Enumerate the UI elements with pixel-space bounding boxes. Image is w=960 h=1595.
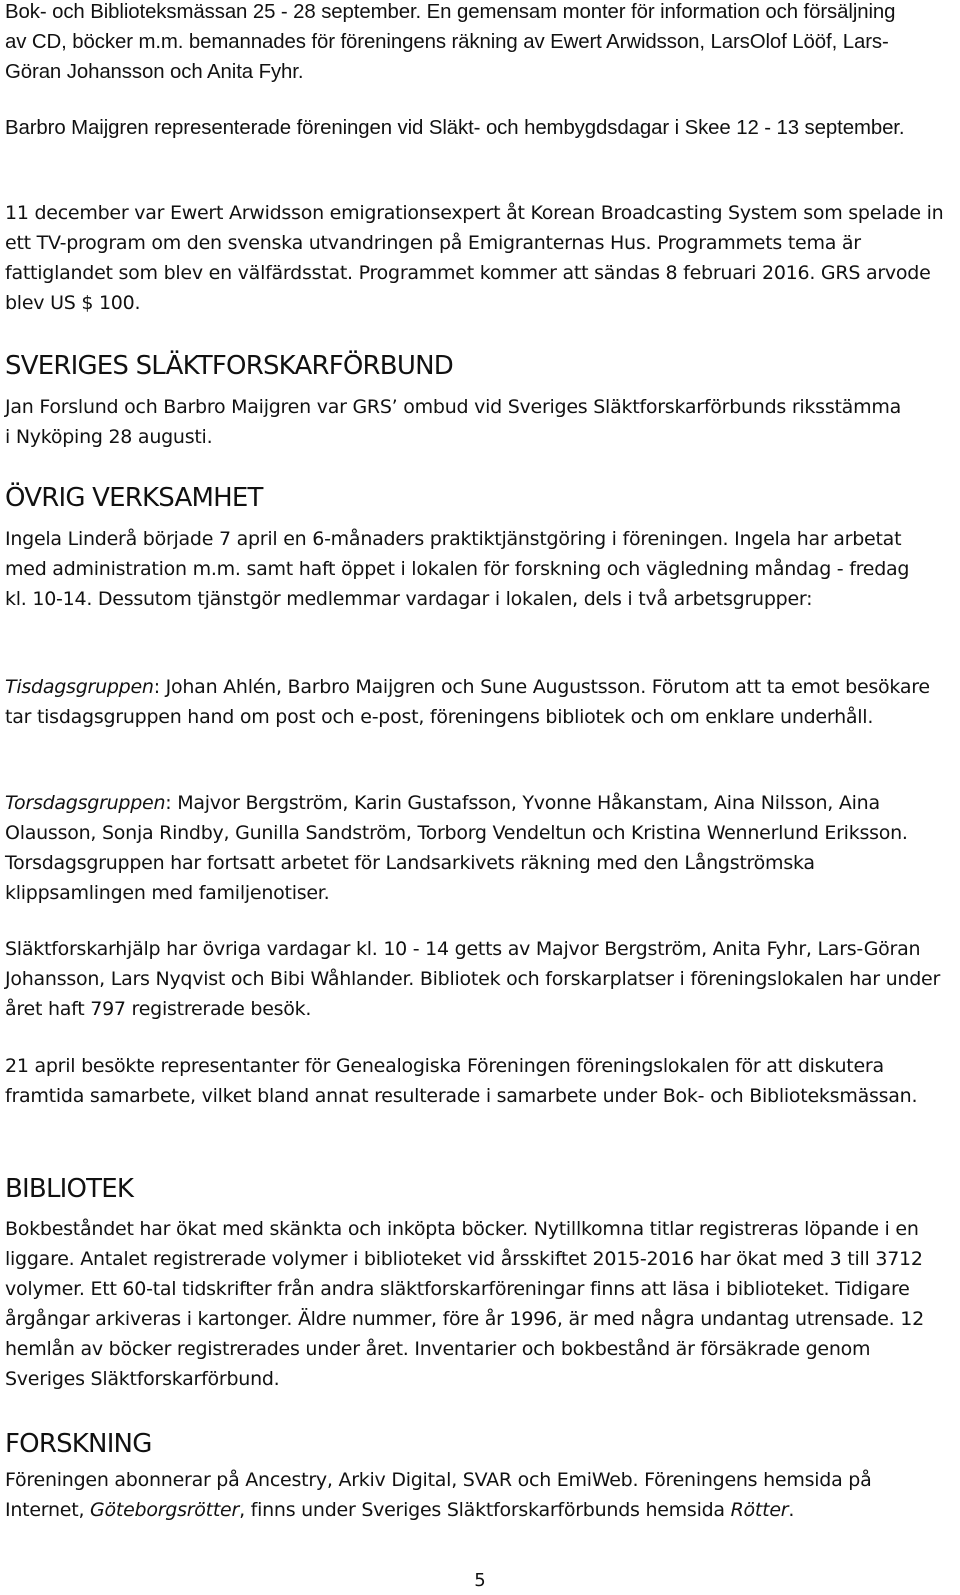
paragraph-praktik: Ingela Linderå började 7 april en 6-månaders praktiktjänstgöring i föreningen. Ingela har arbetat med administration m.m. samt haft öppet i lokalen för forskning och vägledning måndag - fredag kl. 10-14. Dessutom tjänstgör medlemmar vardagar i lokalen, dels i två arbetsgrupper: xyxy=(5,528,910,610)
paragraph-tisdagsgruppen xyxy=(5,672,950,732)
paragraph-korean-broadcasting: 11 december var Ewert Arwidsson emigrationsexpert åt Korean Broadcasting System som spelade in ett TV-program om den svenska utvandringen på Emigranternas Hus. Programmets tema är fattiglandet som blev en välfärdsstat. Programmet kommer att sändas 8 februari 2016. GRS arvode blev US $ 100. xyxy=(5,202,944,314)
page-number: 5 xyxy=(474,1570,486,1591)
text-torsdagsgruppen: : Majvor Bergström, Karin Gustafsson, Yvonne Håkanstam, Aina Nilsson, Aina Olausson, Sonja Rindby, Gunilla Sandström, Torborg Vendeltun och Kristina Wennerlund Eriksson. Torsdagsgruppen har fortsatt arbetet för Landsarkivets räkning med den Långströmska klippsamlingen med familjenotiser. xyxy=(5,792,908,904)
paragraph-bibliotek: Bokbeståndet har ökat med skänkta och inköpta böcker. Nytillkomna titlar registreras löpande i en liggare. Antalet registrerade volymer i biblioteket vid årsskiftet 2015-2016 har ökat med 3 till 3712 volymer. Ett 60-tal tidskrifter från andra släktforskarföreningar finns att läsa i biblioteket. Tidigare årgångar arkiveras i kartonger. Äldre nummer, före år 1996, är med några undantag utrensade. 12 hemlån av böcker registrerades under året. Inventarier och bokbestånd är försäkrade genom Sveriges Släktforskarförbund. xyxy=(5,1218,924,1390)
paragraph-torsdagsgruppen xyxy=(5,788,950,908)
paragraph-slaktforskarhjalp: Släktforskarhjälp har övriga vardagar kl. 10 - 14 getts av Majvor Bergström, Anita Fyhr, Lars-Göran Johansson, Lars Nyqvist och Bibi Wåhlander. Bibliotek och forskarplatser i föreningslokalen har under året haft 797 registrerade besök. xyxy=(5,938,941,1020)
forskning-text-a: Föreningen abonnerar på Ancestry, Arkiv Digital, SVAR och EmiWeb. Föreningens hemsida på Internet, xyxy=(5,1469,872,1521)
text-tisdagsgruppen: : Johan Ahlén, Barbro Maijgren och Sune Augustsson. Förutom att ta emot besökare tar tisdagsgruppen hand om post och e-post, föreningens bibliotek och om enklare underhåll. xyxy=(5,676,930,728)
label-tisdagsgruppen: Tisdagsgruppen xyxy=(5,676,154,698)
heading-forskning: FORSKNING xyxy=(5,1429,152,1459)
label-torsdagsgruppen: Torsdagsgruppen xyxy=(5,792,166,814)
forskning-text-b: , finns under Sveriges Släktforskarförbunds hemsida xyxy=(239,1499,731,1521)
paragraph-genealogiska: 21 april besökte representanter för Genealogiska Föreningen föreningslokalen för att diskutera framtida samarbete, vilket bland annat resulterade i samarbete under Bok- och Biblioteksmässan. xyxy=(5,1055,918,1107)
paragraph-forskning xyxy=(5,1465,950,1525)
forskning-text-c: . xyxy=(788,1499,795,1521)
paragraph-skee: Barbro Maijgren representerade föreningen vid Släkt- och hembygdsdagar i Skee 12 - 13 september. xyxy=(5,117,905,139)
paragraph-riksstamma: Jan Forslund och Barbro Maijgren var GRS’ ombud vid Sveriges Släktforskarförbunds riksstämma i Nyköping 28 augusti. xyxy=(5,396,901,448)
paragraph-bokmassan: Bok- och Biblioteksmässan 25 - 28 september. En gemensam monter för information och försäljning av CD, böcker m.m. bemannades för föreningens räkning av Ewert Arwidsson, LarsOlof Lööf, Lars-Göran Johansson och Anita Fyhr. xyxy=(5,1,896,83)
heading-bibliotek: BIBLIOTEK xyxy=(5,1174,134,1204)
heading-ovrig-verksamhet: ÖVRIG VERKSAMHET xyxy=(5,483,263,513)
heading-sveriges-slaktforskarforbund: SVERIGES SLÄKTFORSKARFÖRBUND xyxy=(5,351,453,381)
rotter-link[interactable]: Rötter xyxy=(730,1499,789,1521)
goteborgsrotter-link[interactable]: Göteborgsrötter xyxy=(90,1499,240,1521)
